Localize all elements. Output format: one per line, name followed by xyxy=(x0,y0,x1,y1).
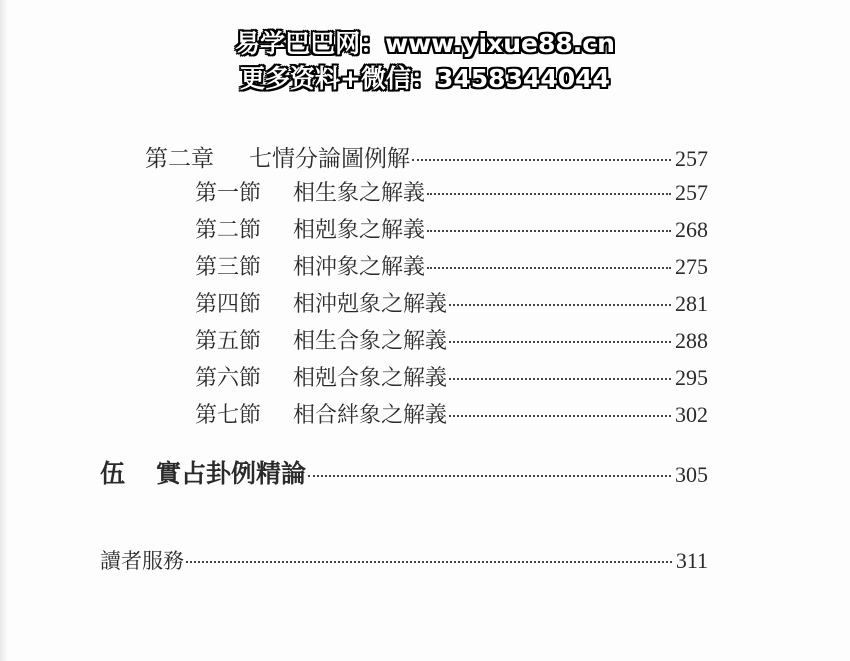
toc-page-number: 295 xyxy=(675,365,708,390)
toc-section-title: 相生合象之解義 xyxy=(293,329,448,354)
toc-section-label xyxy=(195,176,425,207)
toc-leader-dots xyxy=(449,341,671,343)
toc-page-number: 257 xyxy=(675,146,708,171)
toc-reader-service-title: 讀者服務 xyxy=(100,549,184,573)
toc-chapter-row xyxy=(145,140,708,173)
toc-section-number: 第三節 xyxy=(195,255,262,280)
toc-section-row xyxy=(195,250,708,281)
toc-page-number: 275 xyxy=(675,254,708,279)
toc-leader-dots xyxy=(308,475,671,477)
toc-part-title: 實占卦例精論 xyxy=(156,459,307,488)
toc-section-title: 相合絆象之解義 xyxy=(293,403,448,428)
toc-page-number: 257 xyxy=(675,180,708,205)
toc-section-number: 第二節 xyxy=(195,218,262,243)
toc-section-number: 第五節 xyxy=(195,329,262,354)
toc-part-label xyxy=(100,454,306,490)
watermark-contact: 更多资料+微信：3458344044 xyxy=(240,64,610,93)
toc-page-number: 281 xyxy=(675,291,708,316)
watermark-website: 易学巴巴网：www.yixue88.cn xyxy=(235,29,615,58)
toc-section-number: 第一節 xyxy=(195,181,262,206)
toc-chapter-label xyxy=(145,140,410,173)
toc-page-number: 311 xyxy=(675,548,708,573)
toc-section-row xyxy=(195,213,708,244)
toc-part-number: 伍 xyxy=(100,459,126,488)
toc-section-title: 相剋合象之解義 xyxy=(293,366,448,391)
toc-section-number: 第六節 xyxy=(195,366,262,391)
toc-leader-dots xyxy=(449,415,671,417)
toc-leader-dots xyxy=(427,230,671,232)
toc-section-title: 相剋象之解義 xyxy=(293,218,426,243)
toc-leader-dots xyxy=(427,267,671,269)
toc-section-label xyxy=(195,398,447,429)
toc-leader-dots xyxy=(412,159,671,161)
toc-part-row xyxy=(100,454,708,490)
toc-section-title: 相沖剋象之解義 xyxy=(293,292,448,317)
page-edge-shadow xyxy=(0,0,8,661)
toc-chapter-title: 七情分論圖例解 xyxy=(249,146,410,172)
toc-section-label xyxy=(195,361,447,392)
toc-page-number: 305 xyxy=(675,462,708,487)
toc-chapter-number: 第二章 xyxy=(145,146,214,172)
toc-section-number: 第七節 xyxy=(195,403,262,428)
toc-section-row xyxy=(195,361,708,392)
toc-section-number: 第四節 xyxy=(195,292,262,317)
toc-section-row xyxy=(195,176,708,207)
toc-section-title: 相生象之解義 xyxy=(293,181,426,206)
toc-section-row xyxy=(195,398,708,429)
toc-leader-dots xyxy=(449,304,671,306)
toc-reader-service-row xyxy=(100,545,708,575)
toc-section-row xyxy=(195,324,708,355)
toc-section-label xyxy=(195,324,447,355)
toc-leader-dots xyxy=(427,193,671,195)
toc-page-number: 268 xyxy=(675,217,708,242)
toc-section-row xyxy=(195,287,708,318)
toc-leader-dots xyxy=(449,378,671,380)
toc-section-label xyxy=(195,287,447,318)
toc-page-number: 302 xyxy=(675,402,708,427)
toc-leader-dots xyxy=(186,561,672,563)
toc-page-number: 288 xyxy=(675,328,708,353)
toc-section-title: 相沖象之解義 xyxy=(293,255,426,280)
toc-section-label xyxy=(195,250,425,281)
toc-section-label xyxy=(195,213,425,244)
